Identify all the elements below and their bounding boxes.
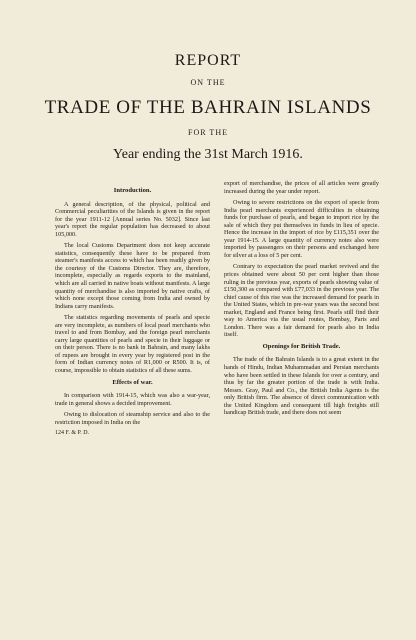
paragraph: The local Customs Department does not keep accurate statistics, consequently these have to be prepared from steamer's manifests access to which has been readily given by the courtesy of the Customs Director. They are, therefore, incomplete, especially as regards exports to the mainland, which are all carried in native boats without manifests. A large quantity of merchandise is also imported by native crafts, of which none except those coming from India and owned by Indians carry manifests. [55, 242, 210, 310]
left-column [55, 183, 210, 595]
paragraph: A general description, of the physical, political and Commercial peculiarities of the Islands is given in the report for the year 1911-12 [Annual series No. 5032]. Since last year's report the regular population has decreased to about 105,000. [55, 200, 210, 238]
paragraph: The trade of the Bahrain Islands is to a great extent in the hands of Hindu, Indian Muhammadan and Persian merchants who have been settled in these Islands for over a century, and thus by far the greater portion of the trade is with India. Messrs. Gray, Paul and Co., the British India Agents is the only British firm. The absence of direct communication with the United Kingdom and consequent till high freights still handicap British trade, and there does not seem [224, 356, 379, 417]
paragraph: Contrary to expectation the pearl market revived and the prices obtained were about 50 per cent higher than those ruling in the previous year, exports of pearls showing value of £150,300 as compared with £77,033 in the previous year. The chief cause of this rise was the increased demand for pearls in the United States, which in pre-war years was the second best market, England and France being first. Pearls still find their way to America via the usual routes, Bombay, Paris and London. There was a fair demand for pearls also in India itself. [224, 263, 379, 339]
print-reference: 124 F. & P. D. [55, 430, 90, 437]
report-heading: REPORT [174, 52, 242, 69]
document-title: TRADE OF THE BAHRAIN ISLANDS [44, 97, 372, 118]
section-heading-introduction: Introduction. [113, 187, 152, 194]
right-column [224, 180, 379, 592]
section-heading-openings: Openings for British Trade. [262, 342, 341, 350]
paragraph: In comparison with 1914-15, which was also a war-year, trade in general shows a decided improvement. [55, 392, 210, 407]
for-the-label: FOR THE [188, 128, 228, 137]
on-the-label: ON THE [190, 78, 226, 87]
period-subtitle: Year ending the 31st March 1916. [113, 147, 303, 162]
paragraph: export of merchandise, the prices of all articles were greatly increased during the year under report. [224, 180, 379, 195]
section-heading-effects-of-war: Effects of war. [112, 378, 153, 386]
paragraph: Owing to dislocation of steamship service and also to the restriction imposed in India on the [55, 411, 210, 426]
paragraph: The statistics regarding movements of pearls and specie are very incomplete, as numbers of local pearl merchants who travel to and from Bombay, and the foreign pearl merchants carry large quantities of pearls and specie in their luggage or on their person. There is no bank in Bahrain, and many lakhs of rupees are brought in every year by registered post in the form of Indian currency notes of R1,000 or R500. It is, of course, impossible to obtain statistics of all these sums. [55, 314, 210, 375]
paragraph: Owing to severe restrictions on the export of specie from India pearl merchants experienced difficulties in obtaining funds for purchase of pearls, and began to import rice by the sale of which they put themselves in funds in lieu of specie. Hence the increase in the import of rice by £115,351 over the year 1914-15. A large quantity of currency notes also were imported by passengers on their persons and exchanged here for silver at a loss of 5 per cent. [224, 199, 379, 259]
